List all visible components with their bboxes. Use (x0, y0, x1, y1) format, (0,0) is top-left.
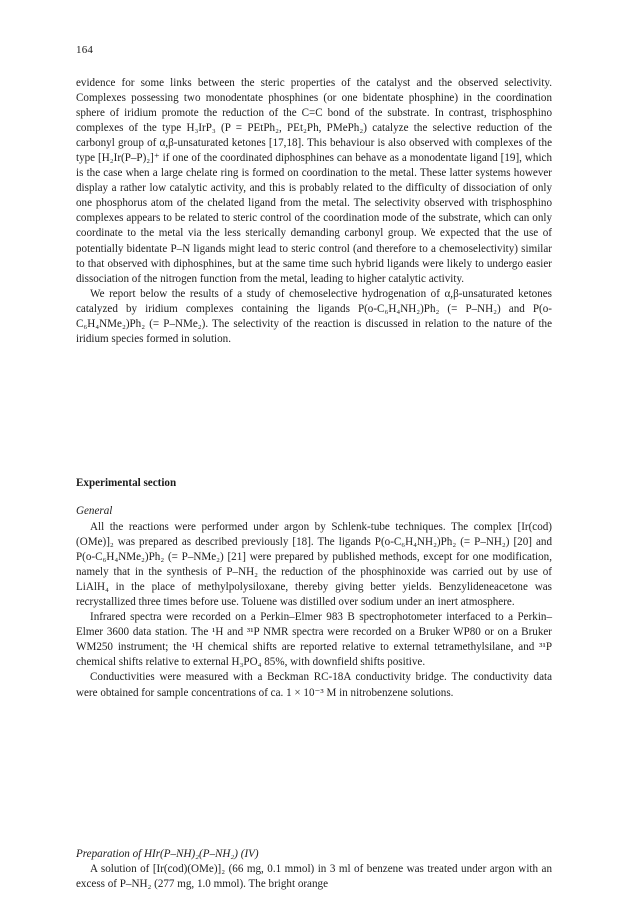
intro-paragraph-2: We report below the results of a study of chemoselective hydrogenation of α,β-unsaturated ketones catalyzed by iridium complexes containing the ligands P(o-C₆H₄NH₂)Ph₂ (= P–NH₂) and P(o-C₆H₄NMe₂)Ph₂ (= P–NMe₂). The selectivity of the reaction is discussed in relation to the nature of the iridium species formed in solution. (76, 287, 552, 345)
intro-paragraph-1: evidence for some links between the steric properties of the catalyst and the observed selectivity. Complexes possessing two monodentate phosphines (or one bidentate phosphine) in the coordination sphere of iridium promote the reduction of the C=C bond of the substrate. In contrast, trisphosphino complexes of the type H₃IrP₃ (P = PEtPh₂, PEt₂Ph, PMePh₂) catalyze the selective reduction of the carbonyl group of α,β-unsaturated ketones [17,18]. This behaviour is also observed with complexes of the type [H₂Ir(P–P)₂]⁺ if one of the coordinated diphosphines can behave as a monodentate ligand [19], which is the case when a large chelate ring is formed on coordination to the metal. These latter systems however display a rather low catalytic activity, and this is probably related to the difficulty of dissociation of only one phosphorus atom of the chelated ligand from the metal. The selectivity observed with trisphosphino complexes appears to be related to steric control of the coordination mode of the substrate, which can only coordinate to the metal via the less sterically demanding carbonyl group. We expected that the use of potentially bidentate P–N ligands might lead to steric control (and therefore to a chemoselectivity) similar to that observed with diphosphines, but at the same time such hybrid ligands were likely to undergo easier dissociation of the nitrogen function from the metal, leading to higher catalytic activity. (76, 77, 552, 285)
subsection-heading-preparation: Preparation of HIr(P–NH)₂(P–NH₂) (IV) (76, 848, 259, 860)
general-text (76, 520, 552, 701)
section-heading-experimental: Experimental section (76, 477, 177, 489)
general-paragraph-3: Conductivities were measured with a Beckman RC-18A conductivity bridge. The conductivity data were obtained for sample concentrations of ca. 1 × 10⁻³ M in nitrobenzene solutions. (76, 671, 552, 699)
preparation-text (76, 862, 552, 892)
introduction-text (76, 76, 552, 347)
general-paragraph-2: Infrared spectra were recorded on a Perkin–Elmer 983 B spectrophotometer interfaced to a Perkin–Elmer 3600 data station. The ¹H and ³¹P NMR spectra were recorded on a Bruker WP80 or on a Bruker WM250 instrument; the ¹H chemical shifts are reported relative to external tetramethylsilane, and ³¹P chemical shifts relative to external H₃PO₄ 85%, with downfield shifts positive. (76, 611, 552, 669)
page-number: 164 (76, 44, 94, 56)
preparation-paragraph-1: A solution of [Ir(cod)(OMe)]₂ (66 mg, 0.1 mmol) in 3 ml of benzene was treated under argon with an excess of P–NH₂ (277 mg, 1.0 mmol). The bright orange (76, 863, 552, 891)
general-paragraph-1: All the reactions were performed under argon by Schlenk-tube techniques. The complex [Ir(cod)(OMe)]₂ was prepared as described previously [18]. The ligands P(o-C₆H₄NH₂)Ph₂ (= P–NH₂) [20] and P(o-C₆H₄NMe₂)Ph₂ (= P–NMe₂) [21] were prepared by published methods, except for one modification, namely that in the synthesis of P–NH₂ the reduction of the phosphinoxide was carried out by use of LiAlH₄ in the place of methylpolysiloxane, thereby giving better yields. Benzylideneacetone was recrystallized three times before use. Toluene was distilled over sodium under an inert atmosphere. (76, 521, 552, 609)
subsection-heading-general: General (76, 505, 113, 517)
